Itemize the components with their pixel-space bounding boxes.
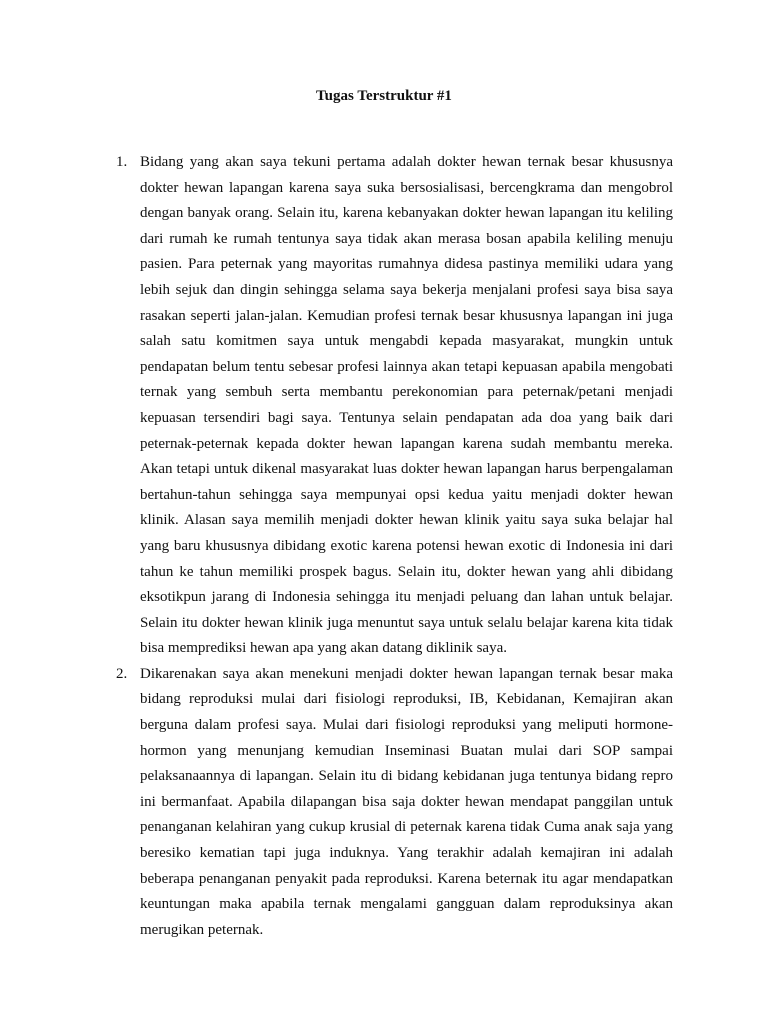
answer-text: Dikarenakan saya akan menekuni menjadi dokter hewan lapangan ternak besar maka bidang reproduksi mulai dari fisiologi reproduksi, IB, Kebidanan, Kemajiran akan berguna dalam profesi saya. Mulai dari fisiologi reproduksi yang meliputi hormone-hormon yang menunjang kemudian Inseminasi Buatan mulai dari SOP sampai pelaksanaannya di lapangan. Selain itu di bidang kebidanan juga tentunya bidang repro ini bermanfaat. Apabila dilapangan bisa saja dokter hewan mendapat panggilan untuk penanganan kelahiran yang cukup krusial di peternak karena tidak Cuma anak saja yang beresiko kematian tapi juga induknya. Yang terakhir adalah kemajiran ini adalah beberapa penanganan penyakit pada reproduksi. Karena beternak itu agar mendapatkan keuntungan maka apabila ternak mengalami gangguan dalam reproduksinya akan merugikan peternak. [140, 665, 673, 938]
answer-number: 2. [116, 665, 128, 682]
answer-number: 1. [116, 154, 128, 170]
answer-list [0, 150, 768, 943]
answer-text: Bidang yang akan saya tekuni pertama adalah dokter hewan ternak besar khususnya dokter hewan lapangan karena saya suka bersosialisasi, bercengkrama dan mengobrol dengan banyak orang. Selain itu, karena kebanyakan dokter hewan lapangan itu keliling dari rumah ke rumah tentunya saya tidak akan merasa bosan apabila keliling menuju pasien. Para peternak yang mayoritas rumahnya didesa pastinya memiliki udara yang lebih sejuk dan dingin sehingga selama saya bekerja menjalani profesi saya bisa saya rasakan seperti jalan-jalan. Kemudian profesi ternak besar khususnya lapangan ini juga salah satu komitmen saya untuk mengabdi kepada masyarakat, mungkin untuk pendapatan belum tentu sebesar profesi lainnya akan tetapi kepuasan apabila mengobati ternak yang sembuh serta membantu perekonomian para peternak/petani menjadi kepuasan tersendiri bagi saya. Tentunya selain pendapatan ada doa yang baik dari peternak-peternak kepada dokter hewan lapangan karena sudah membantu mereka. Akan tetapi untuk dikenal masyarakat luas dokter hewan lapangan harus berpengalaman bertahun-tahun sehingga saya mempunyai opsi kedua yaitu menjadi dokter hewan klinik. Alasan saya memilih menjadi dokter hewan klinik yaitu saya suka belajar hal yang baru khususnya dibidang exotic karena potensi hewan exotic di Indonesia ini dari tahun ke tahun memiliki prospek bagus. Selain itu, dokter hewan yang ahli dibidang eksotikpun jarang di Indonesia sehingga itu menjadi peluang dan lahan untuk belajar. Selain itu dokter hewan klinik juga menuntut saya untuk selalu belajar karena kita tidak bisa memprediksi hewan apa yang akan datang diklinik saya. [140, 154, 673, 657]
answer-item-2 [0, 662, 768, 944]
document-title: Tugas Terstruktur #1 [316, 88, 452, 104]
answer-item-1 [0, 150, 768, 662]
